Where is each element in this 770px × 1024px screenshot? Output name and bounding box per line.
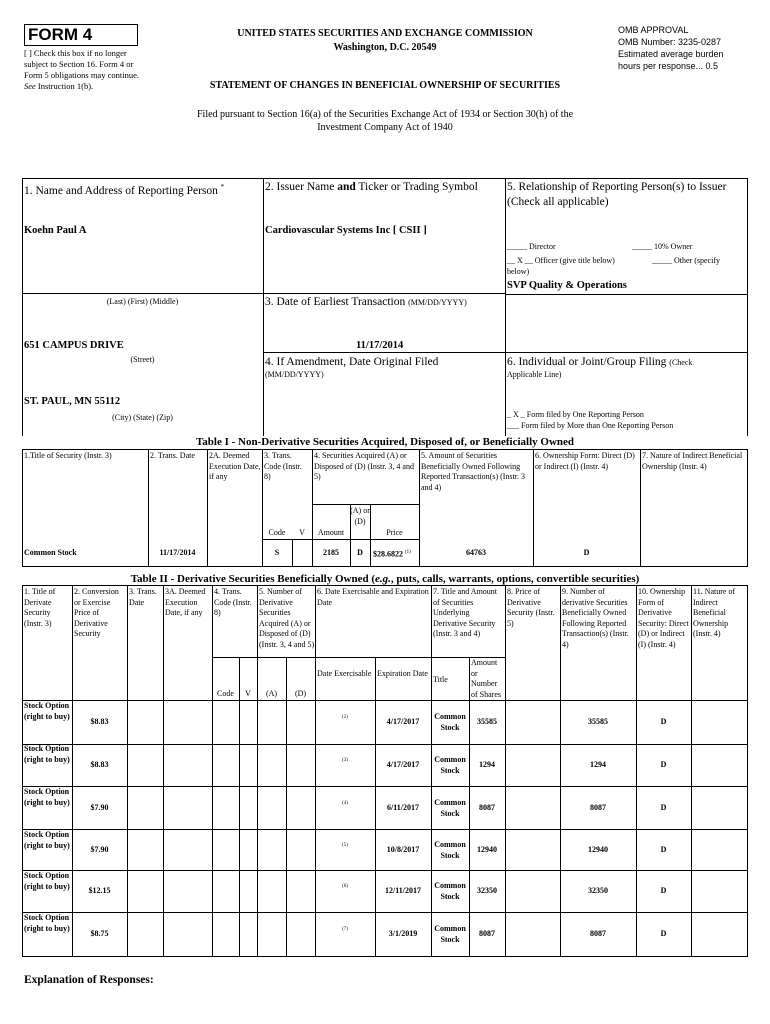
box2-label — [265, 180, 478, 194]
t2-row-title: Stock Option (right to buy) — [24, 744, 70, 764]
ten-percent-owner-option: _____ 10% Owner — [632, 242, 693, 251]
t1-sub-code: Code — [268, 528, 286, 537]
t1-row-date: 11/17/2014 — [159, 548, 196, 557]
t2-h-ownership: 10. Ownership Form of Derivative Security: Direct (D) or Indirect (I) (Instr. 4) — [638, 587, 689, 649]
t2-h-conversion: 2. Conversion or Exercise Price of Derivative Security — [74, 587, 119, 638]
t2-row-utitle: Common Stock — [434, 798, 466, 818]
t2-row-exp: 4/17/2017 — [386, 717, 420, 726]
t2-h-underlying: 7. Title and Amount of Securities Underlying Derivative Security (Instr. 3 and 4) — [433, 587, 498, 638]
t2-row-exp: 3/1/2019 — [388, 929, 418, 938]
table1-title: Table I - Non-Derivative Securities Acquired, Disposed of, or Beneficially Owned — [195, 436, 575, 448]
t1-row-owned: 64763 — [466, 548, 486, 557]
t1-h-title: 1.Title of Security (Instr. 3) — [24, 451, 112, 460]
t1-row-amount: 2185 — [323, 548, 339, 557]
t2-row-form: D — [660, 717, 667, 726]
t1-sub-ad: (A) or (D) — [350, 506, 370, 526]
check-box-notice — [24, 48, 152, 92]
t2-row-form: D — [660, 886, 667, 895]
table-row — [0, 913, 770, 956]
check-box-see: See — [24, 81, 36, 91]
box4-hint: (MM/DD/YYYY) — [265, 370, 324, 379]
t2-row-exp: 12/11/2017 — [384, 886, 421, 895]
t2-row-utitle: Common Stock — [434, 840, 466, 860]
t2-row-title: Stock Option (right to buy) — [24, 913, 70, 933]
t2-row-utitle: Common Stock — [434, 881, 466, 901]
box6-label — [507, 355, 692, 369]
t2-h-owned: 9. Number of derivative Securities Beneficially Owned Following Reported Transaction(s) (Instr. 4) — [562, 587, 629, 649]
t2-row-uamt: 1294 — [479, 760, 495, 769]
t2-sub-v: V — [245, 689, 251, 698]
street-address: 651 CAMPUS DRIVE — [24, 340, 124, 351]
explanation-heading: Explanation of Responses: — [24, 974, 154, 986]
table-row — [0, 744, 770, 786]
table-row — [0, 830, 770, 870]
t1-row-price-note: (1) — [405, 550, 411, 555]
t2-row-note: (2) — [342, 715, 348, 720]
t2-row-note: (3) — [342, 758, 348, 763]
t2-row-owned: 1294 — [590, 760, 606, 769]
t2-row-utitle: Common Stock — [434, 755, 466, 775]
omb-burden-1: Estimated average burden — [618, 49, 724, 59]
t2-row-title: Stock Option (right to buy) — [24, 701, 70, 721]
t1-row-code: S — [274, 548, 280, 557]
box6-hint-2: Applicable Line) — [507, 370, 562, 379]
omb-approval: OMB APPROVAL — [618, 25, 689, 35]
t2-row-price: $7.90 — [90, 845, 109, 854]
box5-label-2: (Check all applicable) — [507, 196, 609, 208]
t2-row-title: Stock Option (right to buy) — [24, 787, 70, 807]
t2-row-note: (6) — [342, 884, 348, 889]
t2-row-owned: 8087 — [590, 929, 606, 938]
t2-row-owned: 8087 — [590, 803, 606, 812]
table2-title — [22, 573, 748, 585]
other-below: below) — [507, 267, 530, 276]
t2-row-owned: 35585 — [588, 717, 608, 726]
t2-h-date: 3. Trans. Date — [129, 587, 157, 607]
t1-sub-amount: Amount — [317, 528, 345, 537]
t1-row-price-value: $28.6822 — [373, 549, 403, 559]
table-row — [0, 787, 770, 829]
t2-sub-exercisable: Date Exercisable — [317, 669, 372, 678]
issuer-name: Cardiovascular Systems Inc [ CSII ] — [265, 225, 427, 236]
table-row — [0, 701, 770, 744]
t2-h-deemed: 3A. Deemed Execution Date, if any — [165, 587, 206, 617]
t2-sub-title: Title — [433, 675, 448, 684]
box2-label-post: Ticker or Trading Symbol — [358, 181, 478, 193]
t1-row-ad: D — [357, 548, 363, 557]
omb-burden-2: hours per response... 0.5 — [618, 61, 719, 71]
t1-h-deemed: 2A. Deemed Execution Date, if any — [209, 451, 261, 481]
t2-row-price: $8.83 — [90, 760, 109, 769]
t2-row-exp: 10/8/2017 — [386, 845, 420, 854]
t2-row-form: D — [660, 803, 667, 812]
t2-row-uamt: 12940 — [477, 845, 497, 854]
filed-pursuant-2: Investment Company Act of 1940 — [317, 122, 453, 133]
t1-sub-v: V — [299, 528, 305, 537]
t2-row-uamt: 8087 — [479, 803, 495, 812]
t2-row-owned: 32350 — [588, 886, 608, 895]
t2-row-utitle: Common Stock — [434, 712, 466, 732]
t2-row-note: (7) — [342, 927, 348, 932]
t2-sub-d: (D) — [294, 689, 307, 698]
t2-row-title: Stock Option (right to buy) — [24, 830, 70, 850]
t2-row-form: D — [660, 845, 667, 854]
statement-title: STATEMENT OF CHANGES IN BENEFICIAL OWNERSHIP OF SECURITIES — [209, 80, 561, 91]
street-hint: (Street) — [130, 355, 155, 364]
box1-label — [24, 180, 224, 198]
filed-by-one-option: _ X _ Form filed by One Reporting Person — [507, 410, 644, 419]
t1-h-date: 2. Trans. Date — [150, 451, 195, 460]
t2-row-price: $12.15 — [88, 886, 111, 895]
other-option: _____ Other (specify — [652, 256, 720, 265]
t1-h-code: 3. Trans. Code (Instr. 8) — [264, 451, 302, 481]
t2-sub-a: (A) — [265, 689, 278, 698]
box2-label-and: and — [337, 181, 356, 193]
t2-h-title: 1. Title of Derivate Security (Instr. 3) — [24, 587, 56, 628]
t2-row-price: $7.90 — [90, 803, 109, 812]
officer-option: __ X __ Officer (give title below) — [507, 256, 615, 265]
t2-row-price: $8.83 — [90, 717, 109, 726]
table-row — [0, 871, 770, 912]
box6-hint-1: (Check — [669, 358, 693, 367]
t1-h-amount-owned: 5. Amount of Securities Beneficially Owned Following Reported Transaction(s) (Instr. 3 and 4) — [421, 451, 525, 492]
t1-sub-price: Price — [386, 528, 403, 537]
t2-row-note: (5) — [342, 843, 348, 848]
name-hint: (Last) (First) (Middle) — [106, 297, 179, 306]
t2-h-nature: 11. Nature of Indirect Beneficial Ownership (Instr. 4) — [693, 587, 736, 638]
t1-row-price — [373, 548, 411, 560]
t2-row-uamt: 32350 — [477, 886, 497, 895]
t2-row-uamt: 8087 — [479, 929, 495, 938]
t1-row-form: D — [583, 548, 590, 557]
city-hint: (City) (State) (Zip) — [112, 413, 173, 422]
agency-name: UNITED STATES SECURITIES AND EXCHANGE COMMISSION — [237, 28, 533, 39]
officer-title: SVP Quality & Operations — [507, 280, 627, 291]
t2-row-form: D — [660, 760, 667, 769]
reporting-person-name: Koehn Paul A — [24, 225, 87, 236]
t2-h-code: 4. Trans. Code (Instr. 8) — [214, 587, 252, 617]
table2-title-pre: Table II - Derivative Securities Beneficially Owned ( — [130, 573, 376, 585]
t2-row-form: D — [660, 929, 667, 938]
t2-sub-expiration: Expiration Date — [377, 669, 428, 678]
filed-by-more-option: ___ Form filed by More than One Reporting Person — [507, 421, 674, 430]
t2-row-uamt: 35585 — [477, 717, 497, 726]
t1-h-securities: 4. Securities Acquired (A) or Disposed of (D) (Instr. 3, 4 and 5) — [314, 451, 414, 481]
t1-row-title: Common Stock — [24, 548, 77, 557]
box3-hint: (MM/DD/YYYY) — [408, 298, 467, 307]
box6-label-text: 6. Individual or Joint/Group Filing — [507, 356, 667, 368]
t2-sub-amount: Amount or Number of Shares — [471, 658, 501, 699]
t2-row-title: Stock Option (right to buy) — [24, 871, 70, 891]
t1-h-nature: 7. Nature of Indirect Beneficial Ownership (Instr. 4) — [642, 451, 743, 471]
box1-label-text: 1. Name and Address of Reporting Person — [24, 184, 218, 197]
table2-title-post: , puts, calls, warrants, options, convertible securities) — [390, 573, 640, 585]
t2-row-price: $8.75 — [90, 929, 109, 938]
table2-title-eg: e.g. — [375, 573, 391, 585]
box3-label-text: 3. Date of Earliest Transaction — [265, 296, 406, 308]
agency-city: Washington, D.C. 20549 — [333, 42, 437, 53]
t2-sub-code: Code — [217, 689, 234, 698]
t2-row-owned: 12940 — [588, 845, 608, 854]
t2-row-note: (4) — [342, 801, 348, 806]
t2-row-exp: 6/11/2017 — [386, 803, 419, 812]
director-option: _____ Director — [507, 242, 556, 251]
box2-label-pre: 2. Issuer Name — [265, 181, 335, 193]
box1-asterisk: * — [220, 183, 225, 191]
box4-label: 4. If Amendment, Date Original Filed — [265, 356, 439, 368]
earliest-transaction-date: 11/17/2014 — [356, 340, 404, 351]
filed-pursuant-1: Filed pursuant to Section 16(a) of the Securities Exchange Act of 1934 or Section 30(h) of the — [196, 109, 574, 120]
city-state-zip: ST. PAUL, MN 55112 — [24, 396, 121, 407]
t1-h-ownership: 6. Ownership Form: Direct (D) or Indirect (I) (Instr. 4) — [535, 451, 635, 471]
t2-h-exercisable: 6. Date Exercisable and Expiration Date — [317, 587, 429, 607]
form-title: FORM 4 — [28, 25, 93, 44]
omb-number: OMB Number: 3235-0287 — [618, 37, 722, 47]
check-box-instr: Instruction 1(b). — [37, 81, 94, 91]
box5-label-1: 5. Relationship of Reporting Person(s) to Issuer — [507, 181, 727, 193]
t2-row-utitle: Common Stock — [434, 924, 466, 944]
t2-h-number: 5. Number of Derivative Securities Acquired (A) or Disposed of (D) (Instr. 3, 4 and 5) — [259, 587, 315, 649]
t2-row-exp: 4/17/2017 — [386, 760, 420, 769]
box3-label — [265, 295, 467, 309]
t2-h-price: 8. Price of Derivative Security (Instr. 5) — [507, 587, 555, 628]
omb-block — [618, 24, 724, 72]
check-box-text: [ ] Check this box if no longer subject to Section 16. Form 4 or Form 5 obligations may continue. — [24, 48, 139, 80]
